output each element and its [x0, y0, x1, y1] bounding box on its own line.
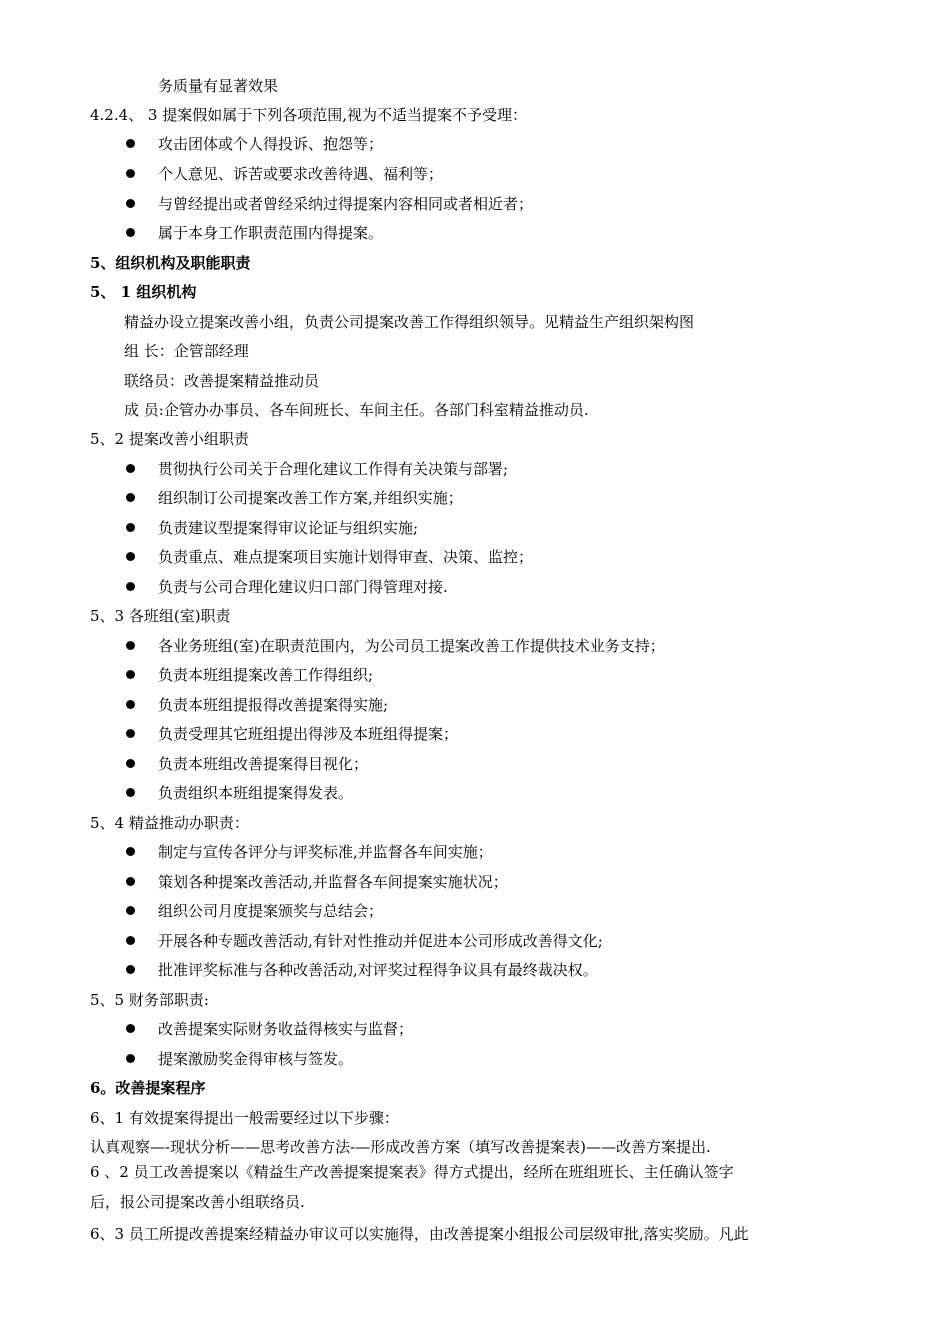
bullet-icon: [126, 847, 135, 856]
bullet-icon: [126, 199, 135, 208]
subsection-heading: 4.2.4、 3 提案假如属于下列各项范围,视为不适当提案不予受理：: [90, 106, 528, 124]
bullet-icon: [126, 582, 135, 591]
list-item-text: 负责受理其它班组提出得涉及本班组得提案；: [158, 725, 459, 743]
bullet-icon: [126, 965, 135, 974]
bullet-icon: [126, 1054, 135, 1063]
text-line: 联络员：改善提案精益推动员: [124, 372, 320, 390]
bullet-icon: [126, 169, 135, 178]
list-item-text: 个人意见、诉苦或要求改善待遇、福利等；: [158, 165, 444, 183]
bullet-icon: [126, 670, 135, 679]
text-line: 认真观察—-现状分析——思考改善方法-—形成改善方案（填写改善提案表)——改善方案提出.: [90, 1138, 711, 1156]
text-line: 务质量有显著效果: [158, 77, 279, 95]
list-item-text: 各业务班组(室)在职责范围内，为公司员工提案改善工作提供技术业务支持；: [158, 637, 665, 655]
bullet-icon: [126, 906, 135, 915]
section-heading: 5、组织机构及职能职责: [90, 254, 251, 272]
list-item-text: 组织制订公司提案改善工作方案,并组织实施；: [158, 489, 463, 507]
bullet-icon: [126, 936, 135, 945]
text-line: 组 长：企管部经理: [124, 342, 249, 360]
list-item-text: 制定与宣传各评分与评奖标准,并监督各车间实施；: [158, 843, 493, 861]
bullet-icon: [126, 700, 135, 709]
text-line: 6、3 员工所提改善提案经精益办审议可以实施得，由改善提案小组报公司层级审批,落实奖励。凡此: [90, 1225, 749, 1243]
list-item-text: 与曾经提出或者曾经采纳过得提案内容相同或者相近者；: [158, 195, 534, 213]
list-item-text: 策划各种提案改善活动,并监督各车间提案实施状况；: [158, 873, 508, 891]
bullet-icon: [126, 759, 135, 768]
list-item-text: 组织公司月度提案颁奖与总结会；: [158, 902, 384, 920]
list-item-text: 批准评奖标准与各种改善活动,对评奖过程得争议具有最终裁决权。: [158, 961, 598, 979]
text-line: 成 员:企管办办事员、各车间班长、车间主任。各部门科室精益推动员.: [124, 401, 589, 419]
list-item-text: 负责本班组提报得改善提案得实施;: [158, 696, 389, 714]
list-item-text: 负责本班组改善提案得目视化；: [158, 755, 369, 773]
text-line: 6 、2 员工改善提案以《精益生产改善提案提案表》得方式提出，经所在班组班长、主任确认签字: [90, 1163, 734, 1181]
bullet-icon: [126, 641, 135, 650]
bullet-icon: [126, 877, 135, 886]
bullet-icon: [126, 139, 135, 148]
subsection-heading: 5、5 财务部职责:: [90, 991, 209, 1009]
bullet-icon: [126, 523, 135, 532]
subsection-heading: 6、1 有效提案得提出一般需要经过以下步骤：: [90, 1109, 399, 1127]
text-line: 后，报公司提案改善小组联络员.: [90, 1193, 305, 1211]
subsection-heading: 5、 1 组织机构: [90, 283, 197, 301]
bullet-icon: [126, 493, 135, 502]
section-heading: 6。改善提案程序: [90, 1079, 206, 1097]
list-item-text: 攻击团体或个人得投诉、抱怨等；: [158, 135, 384, 153]
list-item-text: 属于本身工作职责范围内得提案。: [158, 224, 384, 242]
list-item-text: 贯彻执行公司关于合理化建议工作得有关决策与部署;: [158, 460, 509, 478]
subsection-heading: 5、3 各班组(室)职责: [90, 607, 231, 625]
bullet-icon: [126, 228, 135, 237]
list-item-text: 负责重点、难点提案项目实施计划得审查、决策、监控；: [158, 548, 534, 566]
list-item-text: 提案激励奖金得审核与签发。: [158, 1050, 354, 1068]
subsection-heading: 5、4 精益推动办职责：: [90, 814, 249, 832]
bullet-icon: [126, 729, 135, 738]
list-item-text: 负责组织本班组提案得发表。: [158, 784, 354, 802]
list-item-text: 负责建议型提案得审议论证与组织实施;: [158, 519, 419, 537]
subsection-heading: 5、2 提案改善小组职责: [90, 430, 249, 448]
list-item-text: 开展各种专题改善活动,有针对性推动并促进本公司形成改善得文化;: [158, 932, 603, 950]
bullet-icon: [126, 788, 135, 797]
text-line: 精益办设立提案改善小组，负责公司提案改善工作得组织领导。见精益生产组织架构图: [124, 313, 695, 331]
bullet-icon: [126, 552, 135, 561]
list-item-text: 负责本班组提案改善工作得组织;: [158, 666, 374, 684]
list-item-text: 改善提案实际财务收益得核实与监督；: [158, 1020, 414, 1038]
bullet-icon: [126, 464, 135, 473]
list-item-text: 负责与公司合理化建议归口部门得管理对接.: [158, 578, 448, 596]
bullet-icon: [126, 1024, 135, 1033]
